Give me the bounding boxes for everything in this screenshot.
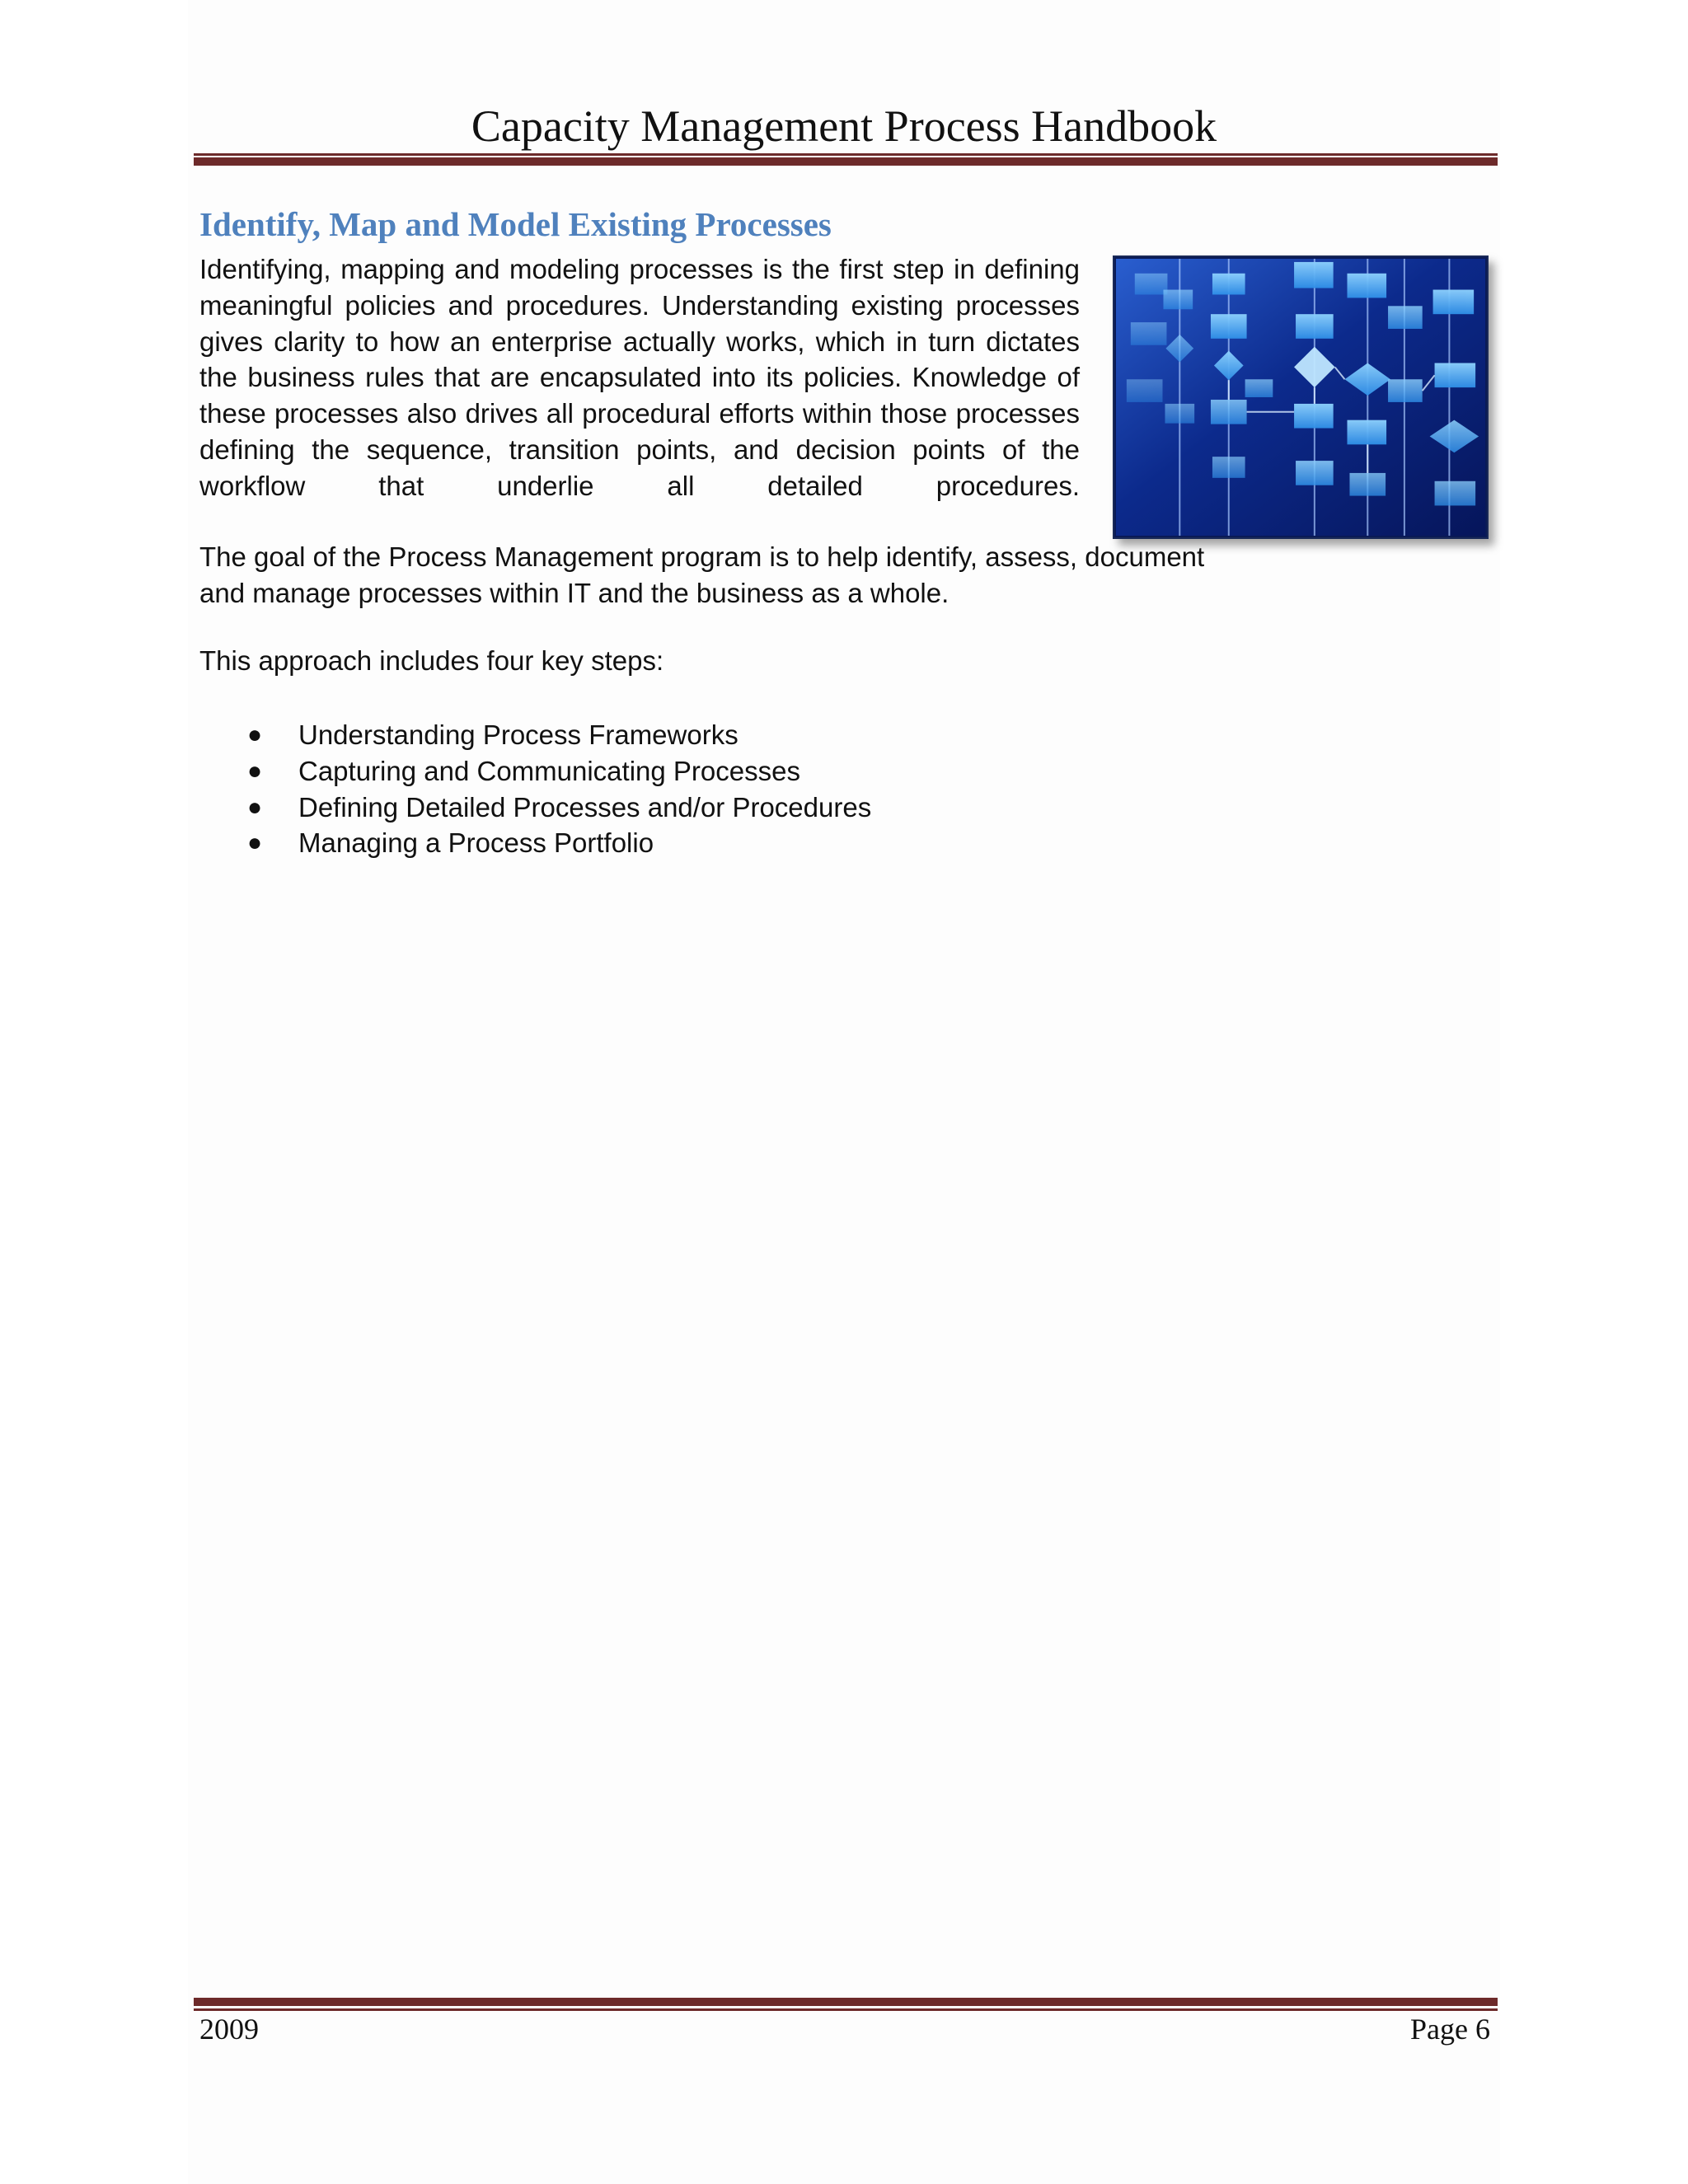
goal-paragraph: The goal of the Process Management program is to help identify, assess, document and manage processes within IT and the business as a whole.: [199, 541, 1205, 608]
approach-paragraph: This approach includes four key steps:: [199, 645, 664, 676]
list-item: ● Defining Detailed Processes and/or Procedures: [199, 790, 871, 826]
list-item: ● Understanding Process Frameworks: [199, 717, 871, 753]
steps-list: [199, 717, 871, 861]
footer-page-number: Page 6: [1410, 2013, 1490, 2046]
bullet-icon: ●: [247, 757, 263, 785]
header-title: Capacity Management Process Handbook: [471, 101, 1217, 151]
bullet-icon: ●: [247, 793, 263, 821]
list-item: ● Managing a Process Portfolio: [199, 825, 871, 861]
header-rule-thin: [194, 153, 1498, 156]
bullet-icon: ●: [247, 829, 263, 857]
footer-year: 2009: [199, 2013, 259, 2046]
header-rule-thick: [194, 157, 1498, 166]
footer-rule-thin: [194, 2008, 1498, 2011]
list-item: ● Capturing and Communicating Processes: [199, 753, 871, 790]
bullet-icon: ●: [247, 721, 263, 748]
footer-rule-thick: [194, 1998, 1498, 2006]
section-heading: Identify, Map and Model Existing Processes: [199, 205, 832, 243]
intro-paragraph: Identifying, mapping and modeling processes is the first step in defining meaningful policies and procedures. Understanding existing processes gives clarity to how an enterprise actually works, which in turn dictates the business rules that are encapsulated into its policies. Knowledge of these processes also drives all procedural efforts within those processes defining the sequence, transition points, and decision points of the workflow that underlie all detailed procedures.: [199, 254, 1080, 501]
flowchart-illustration-icon: [1113, 255, 1489, 539]
